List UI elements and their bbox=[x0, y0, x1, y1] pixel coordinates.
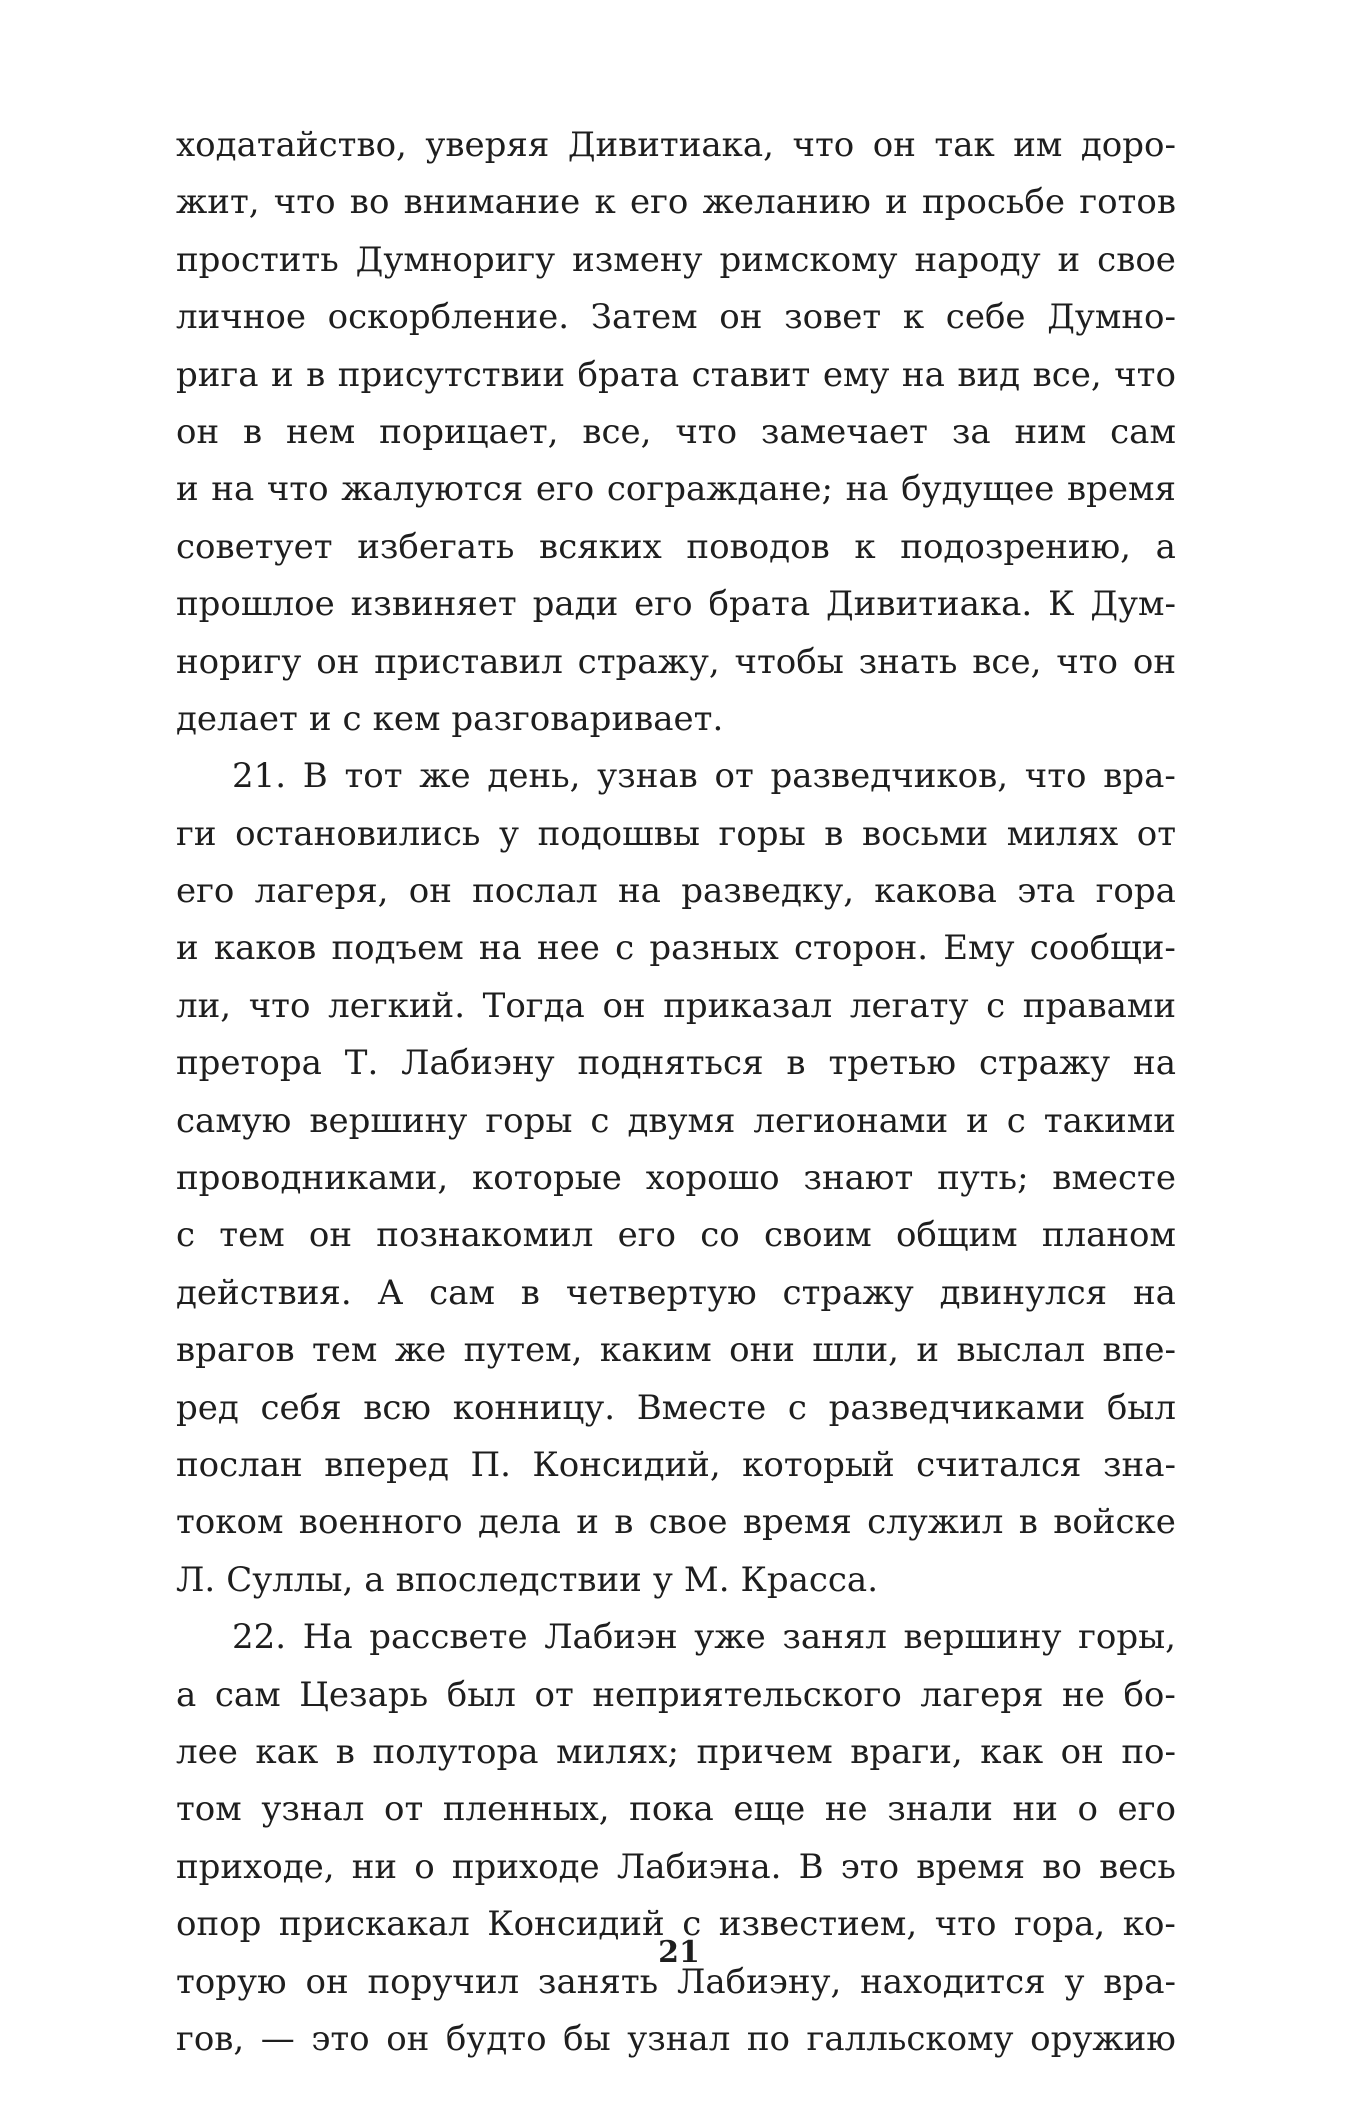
text-line: норигу он приставил стражу, чтобы знать все, что он bbox=[176, 641, 1176, 682]
text-line: послан вперед П. Консидий, который считался зна- bbox=[176, 1444, 1176, 1485]
text-line: 21. В тот же день, узнав от разведчиков, что вра- bbox=[232, 756, 1176, 797]
text-line: ги остановились у подошвы горы в восьми милях от bbox=[176, 813, 1176, 854]
text-line: Л. Суллы, а впоследствии у М. Красса. bbox=[176, 1559, 879, 1600]
text-line: и каков подъем на нее с разных сторон. Ему сообщи- bbox=[176, 928, 1176, 969]
text-line: делает и с кем разговаривает. bbox=[176, 698, 724, 739]
text-line: действия. А сам в четвертую стражу двинулся на bbox=[176, 1272, 1176, 1313]
text-line: током военного дела и в свое время служил в войске bbox=[176, 1502, 1176, 1543]
text-line: и на что жалуются его сограждане; на будущее время bbox=[176, 469, 1176, 510]
page-number: 21 bbox=[658, 1935, 700, 1970]
text-line: опор прискакал Консидий с известием, что гора, ко- bbox=[176, 1904, 1176, 1945]
text-line: ходатайство, уверяя Дивитиака, что он так им доро- bbox=[176, 125, 1176, 165]
text-line: советует избегать всяких поводов к подозрению, а bbox=[176, 526, 1176, 567]
text-line: его лагеря, он послал на разведку, какова эта гора bbox=[176, 871, 1176, 912]
text-line: лее как в полутора милях; причем враги, как он по- bbox=[176, 1731, 1176, 1772]
text-line: прошлое извиняет ради его брата Дивитиака. К Дум- bbox=[176, 584, 1176, 625]
text-line: приходе, ни о приходе Лабиэна. В это время во весь bbox=[176, 1846, 1176, 1887]
text-line: простить Думноригу измену римскому народу и свое bbox=[176, 239, 1176, 280]
text-line: том узнал от пленных, пока еще не знали ни о его bbox=[176, 1789, 1176, 1830]
text-line: жит, что во внимание к его желанию и просьбе готов bbox=[176, 182, 1176, 223]
text-line: врагов тем же путем, каким они шли, и выслал впе- bbox=[176, 1330, 1176, 1371]
text-line: рига и в присутствии брата ставит ему на вид все, что bbox=[176, 354, 1176, 395]
text-line: проводниками, которые хорошо знают путь; вместе bbox=[176, 1158, 1176, 1199]
text-line: самую вершину горы с двумя легионами и с такими bbox=[176, 1100, 1176, 1141]
text-line: гов, — это он будто бы узнал по галльскому оружию bbox=[176, 2018, 1176, 2059]
text-line: торую он поручил занять Лабиэну, находится у вра- bbox=[176, 1961, 1176, 2002]
text-line: ли, что легкий. Тогда он приказал легату с правами bbox=[176, 985, 1176, 1026]
text-line: он в нем порицает, все, что замечает за ним сам bbox=[176, 411, 1176, 452]
text-line: а сам Цезарь был от неприятельского лагеря не бо- bbox=[176, 1674, 1176, 1715]
body-text bbox=[176, 117, 1176, 2068]
text-line: ред себя всю конницу. Вместе с разведчиками был bbox=[176, 1387, 1176, 1428]
text-line: личное оскорбление. Затем он зовет к себе Думно- bbox=[176, 297, 1176, 338]
text-line: 22. На рассвете Лабиэн уже занял вершину горы, bbox=[232, 1617, 1176, 1658]
text-line: с тем он познакомил его со своим общим планом bbox=[176, 1215, 1176, 1256]
text-line: претора Т. Лабиэну подняться в третью стражу на bbox=[176, 1043, 1176, 1084]
